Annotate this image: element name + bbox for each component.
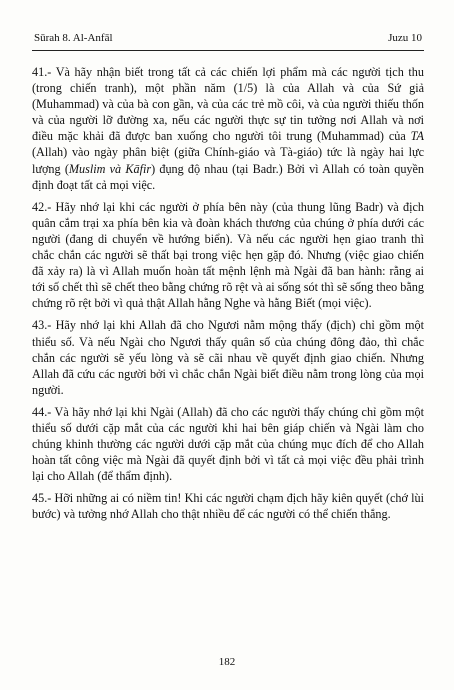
verse-paragraph: 43.- Hãy nhớ lại khi Allah đã cho Ngươi nằm mộng thấy (địch) chỉ gồm một thiểu số. Và nếu Ngài cho Ngươi thấy quân số của chúng đông đảo, thì chắc chắn các người sẽ yếu lòng và sẽ cãi nhau về quyết định giao chiến. Nhưng Allah đã cứu các người bởi vì chắc chắn Ngài biết điều nằm trong lòng của mọi người. <box>32 318 424 397</box>
verse-paragraph: 41.- Và hãy nhận biết trong tất cả các chiến lợi phẩm mà các người tịch thu (trong chiến tranh), một phần năm (1/5) là của Allah và của Sứ giả (Muhammad) và của bà con gần, và của các trẻ mồ côi, và của người thiếu thốn và của người lỡ đường xa, nếu các người thực sự tin tưởng nơi Allah và nơi điều mặc khải đã được ban xuống cho người tôi trung (Muhammad) của TA (Allah) vào ngày phân biệt (giữa Chính-giáo và Tà-giáo) tức là ngày hai lực lượng (Muslim và Kāfir) đụng độ nhau (tại Badr.) Bởi vì Allah có toàn quyền định đoạt tất cả mọi việc. <box>32 65 425 192</box>
page-number: 182 <box>218 656 236 668</box>
running-header <box>32 30 424 51</box>
juzu-label: Juzu 10 <box>388 32 422 44</box>
verse-paragraph: 42.- Hãy nhớ lại khi các người ở phía bên này (của thung lũng Badr) và địch quân cắm trại xa phía bên kia và đoàn khách thương của chúng ở phía dưới các người (đang di chuyển về hướng biển). Và nếu các người hẹn giao tranh thì chắc chắn các người sẽ thất bại trong việc hẹn gặp đó. Nhưng (việc giao chiến đã xảy ra) là vì Allah muốn hoàn tất mệnh lệnh mà Ngài đã ban hành: rằng ai tới số chết thì sẽ chết theo bằng chứng rõ rệt và ai sống sót thì sẽ sống theo bằng chứng rõ rệt bởi vì quả thật Allah hằng Nghe và hằng Biết (mọi việc). <box>32 199 424 311</box>
verse-paragraph: 44.- Và hãy nhớ lại khi Ngài (Allah) đã cho các người thấy chúng chỉ gồm một thiểu số dưới cặp mắt của các người khi hai bên giáp chiến và Ngài làm cho chúng khinh thường các người dưới cặp mắt của chúng mục đích để cho Allah hoàn tất công việc mà Ngài đã quyết định bởi vì tất cả mọi việc đều phải trình lại cho Allah (để thẩm định). <box>32 404 424 484</box>
surah-title: Sūrah 8. Al-Anfāl <box>34 32 113 44</box>
page-body <box>32 64 424 529</box>
verse-paragraph: 45.- Hỡi những ai có niềm tin! Khi các người chạm địch hãy kiên quyết (chớ lùi bước) và tưởng nhớ Allah cho thật nhiều để các người có thể chiến thắng. <box>32 491 424 522</box>
